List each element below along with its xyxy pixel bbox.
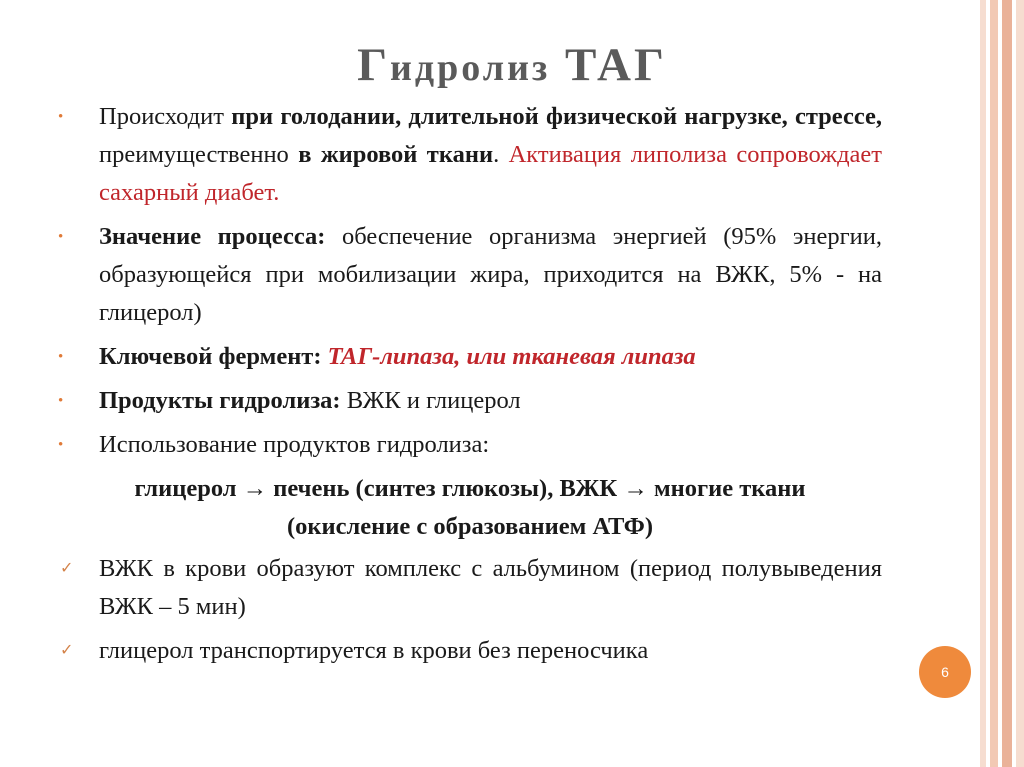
bullet-icon: •	[58, 437, 64, 453]
title-word: идролиз	[390, 47, 551, 89]
slide-title	[0, 38, 1024, 92]
title-initial: Г	[357, 39, 391, 91]
bullet-icon: •	[58, 109, 64, 125]
check-icon: ✓	[60, 642, 74, 659]
list-item: • Значение процесса: обеспечение организма энергией (95% энергии, образующейся при мобилизации жира, приходится на ВЖК, 5% - на глицерол)	[58, 218, 882, 332]
page-number-badge: 6	[919, 646, 971, 698]
highlight-text: Активация липолиза сопровождает сахарный диабет.	[99, 141, 882, 206]
list-item: • Продукты гидролиза: ВЖК и глицерол	[58, 382, 882, 420]
check-icon: ✓	[60, 560, 74, 577]
bullet-icon: •	[58, 349, 64, 365]
product-usage-line: глицерол → печень (синтез глюкозы), ВЖК → многие ткани (окисление с образованием АТФ)	[134, 475, 806, 540]
list-item: • Происходит при голодании, длительной физической нагрузке, стрессе, преимущественно в жировой ткани. Активация липолиза сопровождает сахарный диабет.	[58, 98, 882, 212]
list-item: • Использование продуктов гидролиза:	[58, 426, 882, 464]
slide-body	[58, 98, 882, 676]
list-item: ✓ глицерол транспортируется в крови без переносчика	[58, 632, 882, 670]
enzyme-name: ТАГ-липаза, или тканевая липаза	[321, 343, 696, 370]
decorative-stripes	[980, 0, 1024, 767]
bullet-icon: •	[58, 229, 64, 245]
title-abbrev: ТАГ	[565, 39, 667, 91]
list-item: • Ключевой фермент: ТАГ-липаза, или тканевая липаза	[58, 338, 882, 376]
list-item: ✓ ВЖК в крови образуют комплекс с альбумином (период полувыведения ВЖК – 5 мин)	[58, 550, 882, 626]
bullet-icon: •	[58, 393, 64, 409]
